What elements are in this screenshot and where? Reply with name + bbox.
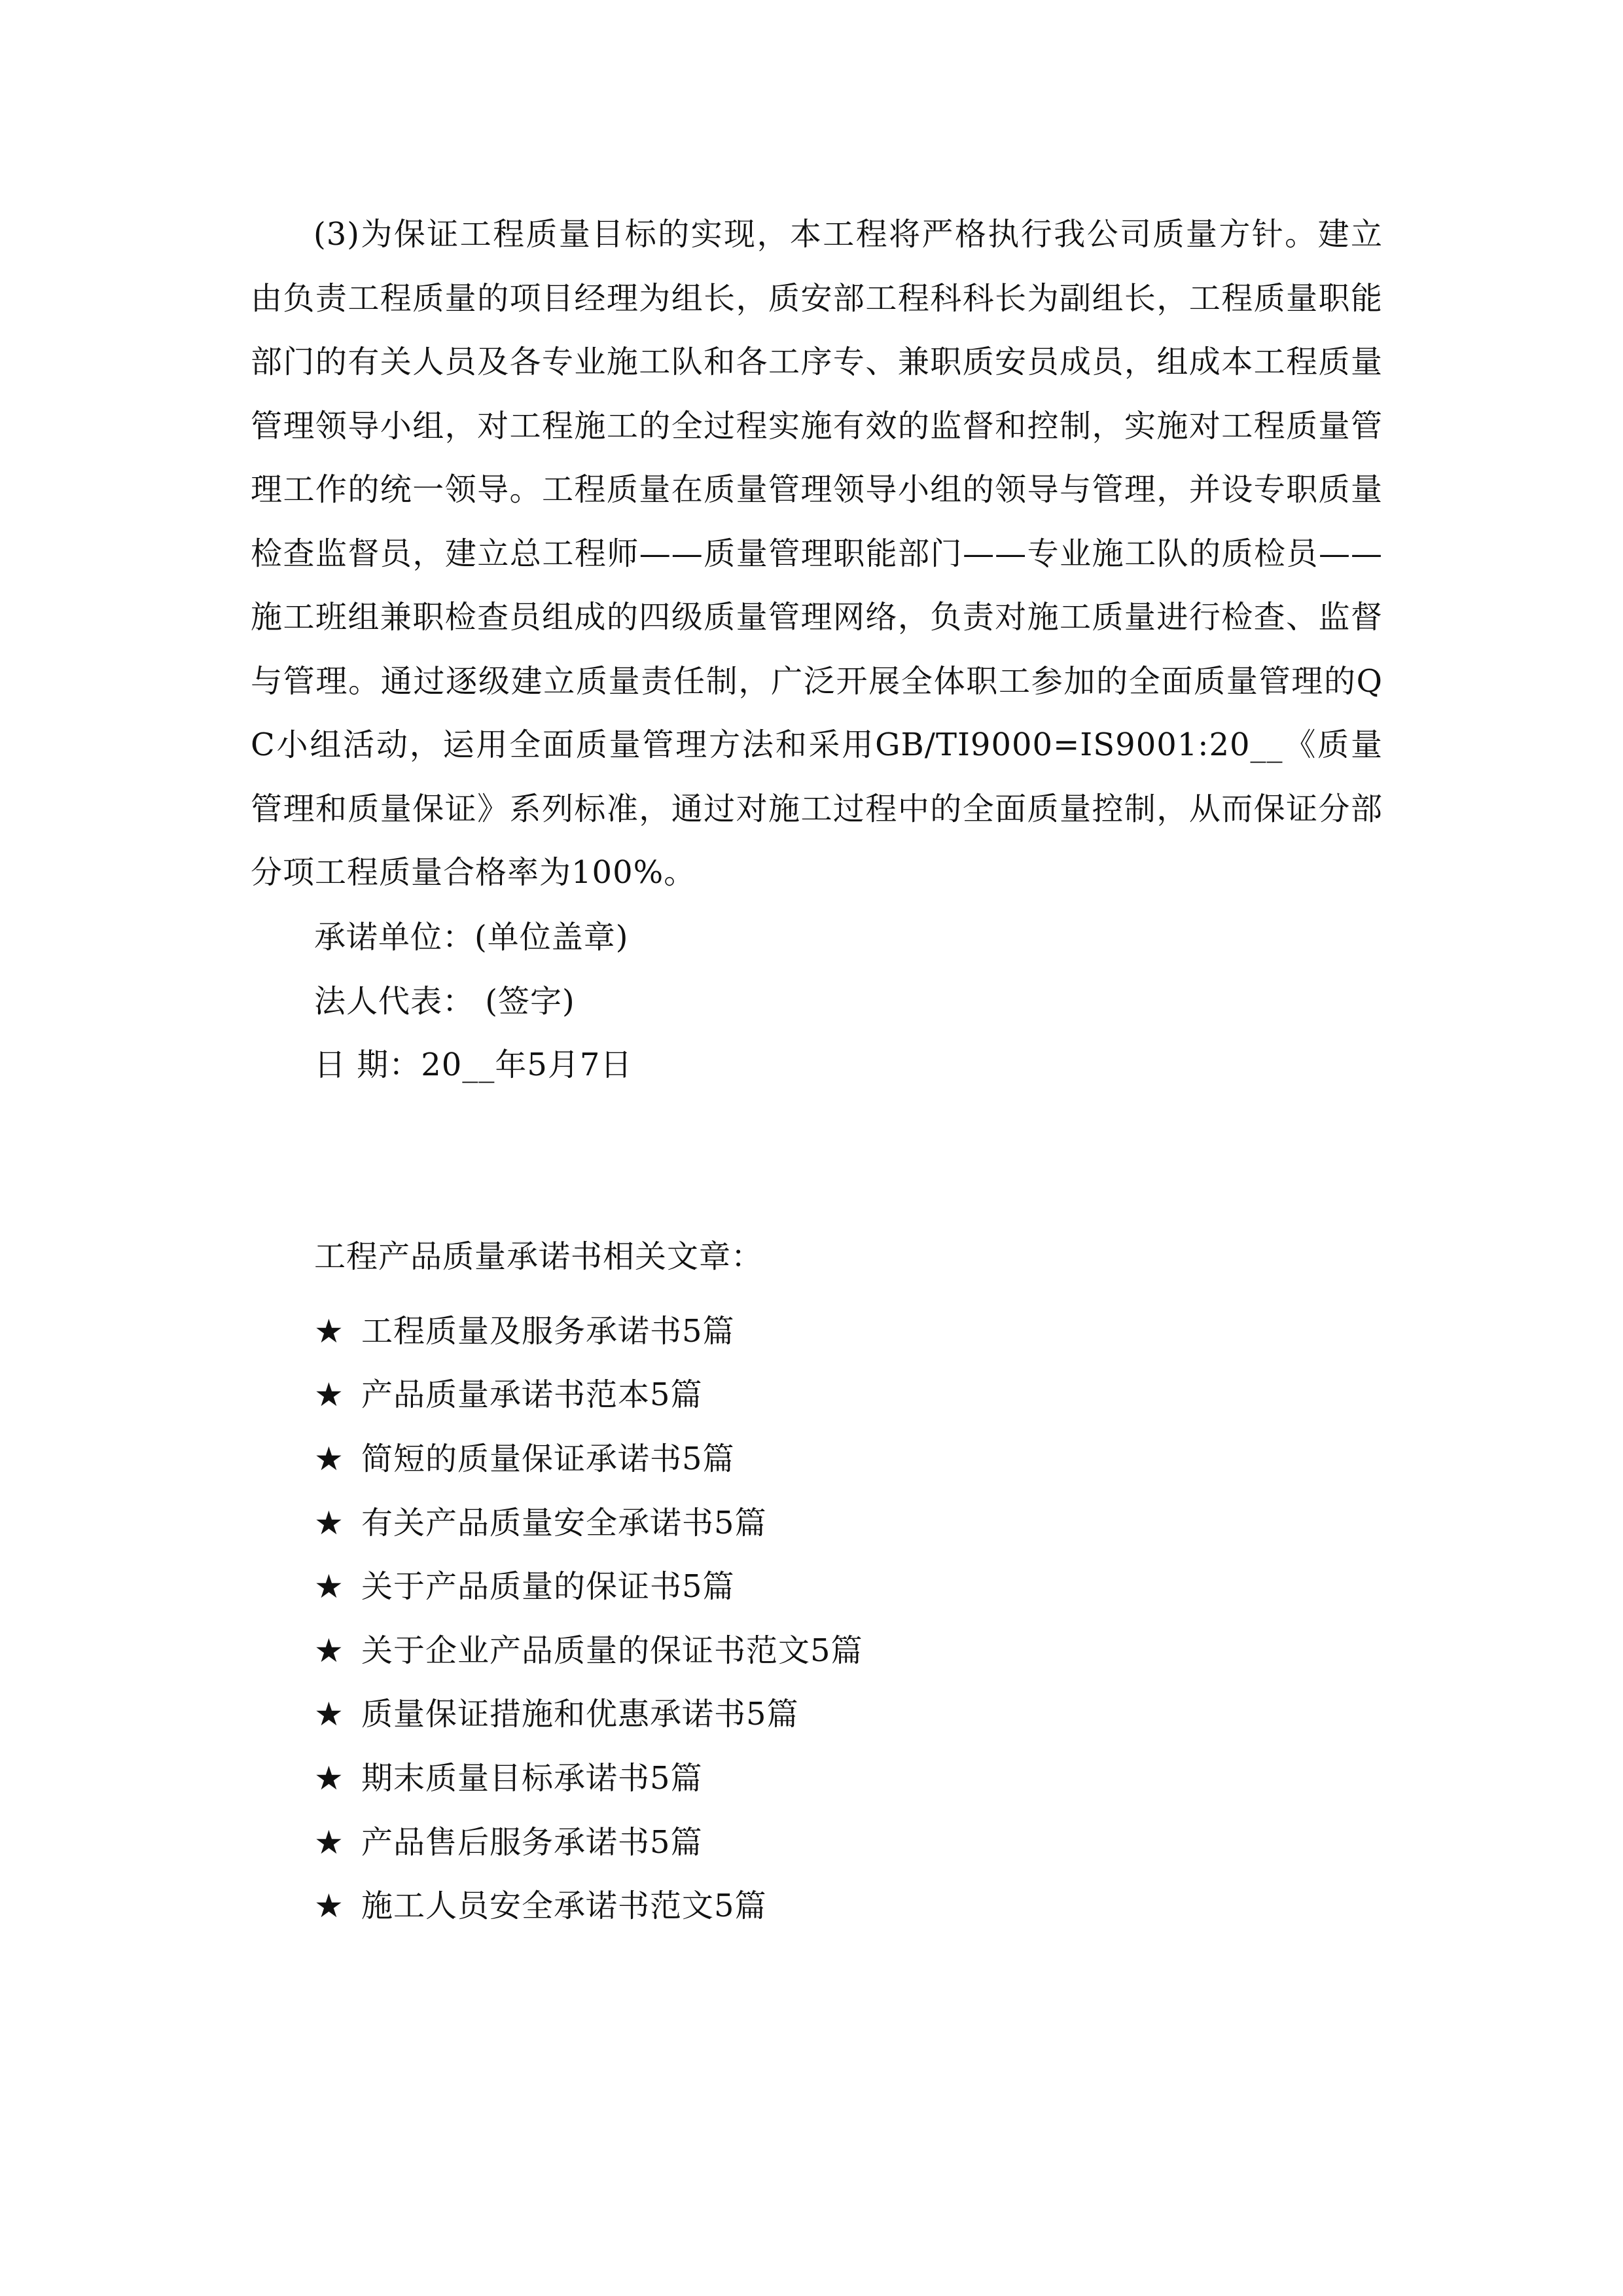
related-article-title[interactable]: 施工人员安全承诺书范文5篇	[361, 1888, 767, 1925]
related-article-title[interactable]: 质量保证措施和优惠承诺书5篇	[361, 1696, 799, 1733]
related-article-link[interactable]	[314, 1619, 863, 1683]
related-article-link[interactable]	[314, 1491, 863, 1555]
related-article-title[interactable]: 简短的质量保证承诺书5篇	[361, 1440, 735, 1477]
star-icon: ★	[314, 1887, 344, 1926]
date-line: 日 期：20__年5月7日	[314, 1047, 633, 1083]
related-article-title[interactable]: 产品质量承诺书范本5篇	[361, 1376, 703, 1414]
related-article-title[interactable]: 工程质量及服务承诺书5篇	[361, 1312, 735, 1350]
related-article-link[interactable]	[314, 1874, 863, 1938]
commitment-paragraph: (3)为保证工程质量目标的实现，本工程将严格执行我公司质量方针。建立由负责工程质量的项目经理为组长，质安部工程科科长为副组长，工程质量职能部门的有关人员及各专业施工队和各工序专、兼职质安员成员，组成本工程质量管理领导小组，对工程施工的全过程实施有效的监督和控制，实施对工程质量管理工作的统一领导。工程质量在质量管理领导小组的领导与管理，并设专职质量检查监督员，建立总工程师——质量管理职能部门——专业施工队的质检员——施工班组兼职检查员组成的四级质量管理网络，负责对施工质量进行检查、监督与管理。通过逐级建立质量责任制，广泛开展全体职工参加的全面质量管理的QC小组活动，运用全面质量管理方法和采用GB/TI9000=IS9001:20__《质量管理和质量保证》系列标准，通过对施工过程中的全面质量控制，从而保证分部分项工程质量合格率为100%。	[251, 216, 1383, 891]
star-icon: ★	[314, 1568, 344, 1606]
star-icon: ★	[314, 1759, 344, 1797]
related-article-title[interactable]: 有关产品质量安全承诺书5篇	[361, 1504, 767, 1541]
legal-representative-line: 法人代表： (签字)	[314, 983, 575, 1020]
related-article-link[interactable]	[314, 1683, 863, 1747]
star-icon: ★	[314, 1376, 344, 1414]
star-icon: ★	[314, 1695, 344, 1734]
related-article-link[interactable]	[314, 1554, 863, 1619]
related-articles-heading: 工程产品质量承诺书相关文章：	[314, 1238, 764, 1275]
related-article-title[interactable]: 产品售后服务承诺书5篇	[361, 1823, 703, 1861]
related-article-title[interactable]: 期末质量目标承诺书5篇	[361, 1759, 703, 1797]
related-article-title[interactable]: 关于产品质量的保证书5篇	[361, 1568, 735, 1605]
star-icon: ★	[314, 1312, 344, 1350]
related-articles-list	[314, 1300, 863, 1938]
related-article-link[interactable]	[314, 1810, 863, 1874]
related-article-link[interactable]	[314, 1746, 863, 1810]
related-article-link[interactable]	[314, 1427, 863, 1491]
star-icon: ★	[314, 1439, 344, 1478]
related-article-link[interactable]	[314, 1299, 863, 1363]
star-icon: ★	[314, 1631, 344, 1670]
related-article-link[interactable]	[314, 1363, 863, 1427]
related-article-title[interactable]: 关于企业产品质量的保证书范文5篇	[361, 1632, 863, 1669]
commitment-unit-line: 承诺单位：(单位盖章)	[314, 919, 629, 956]
star-icon: ★	[314, 1503, 344, 1542]
star-icon: ★	[314, 1823, 344, 1861]
